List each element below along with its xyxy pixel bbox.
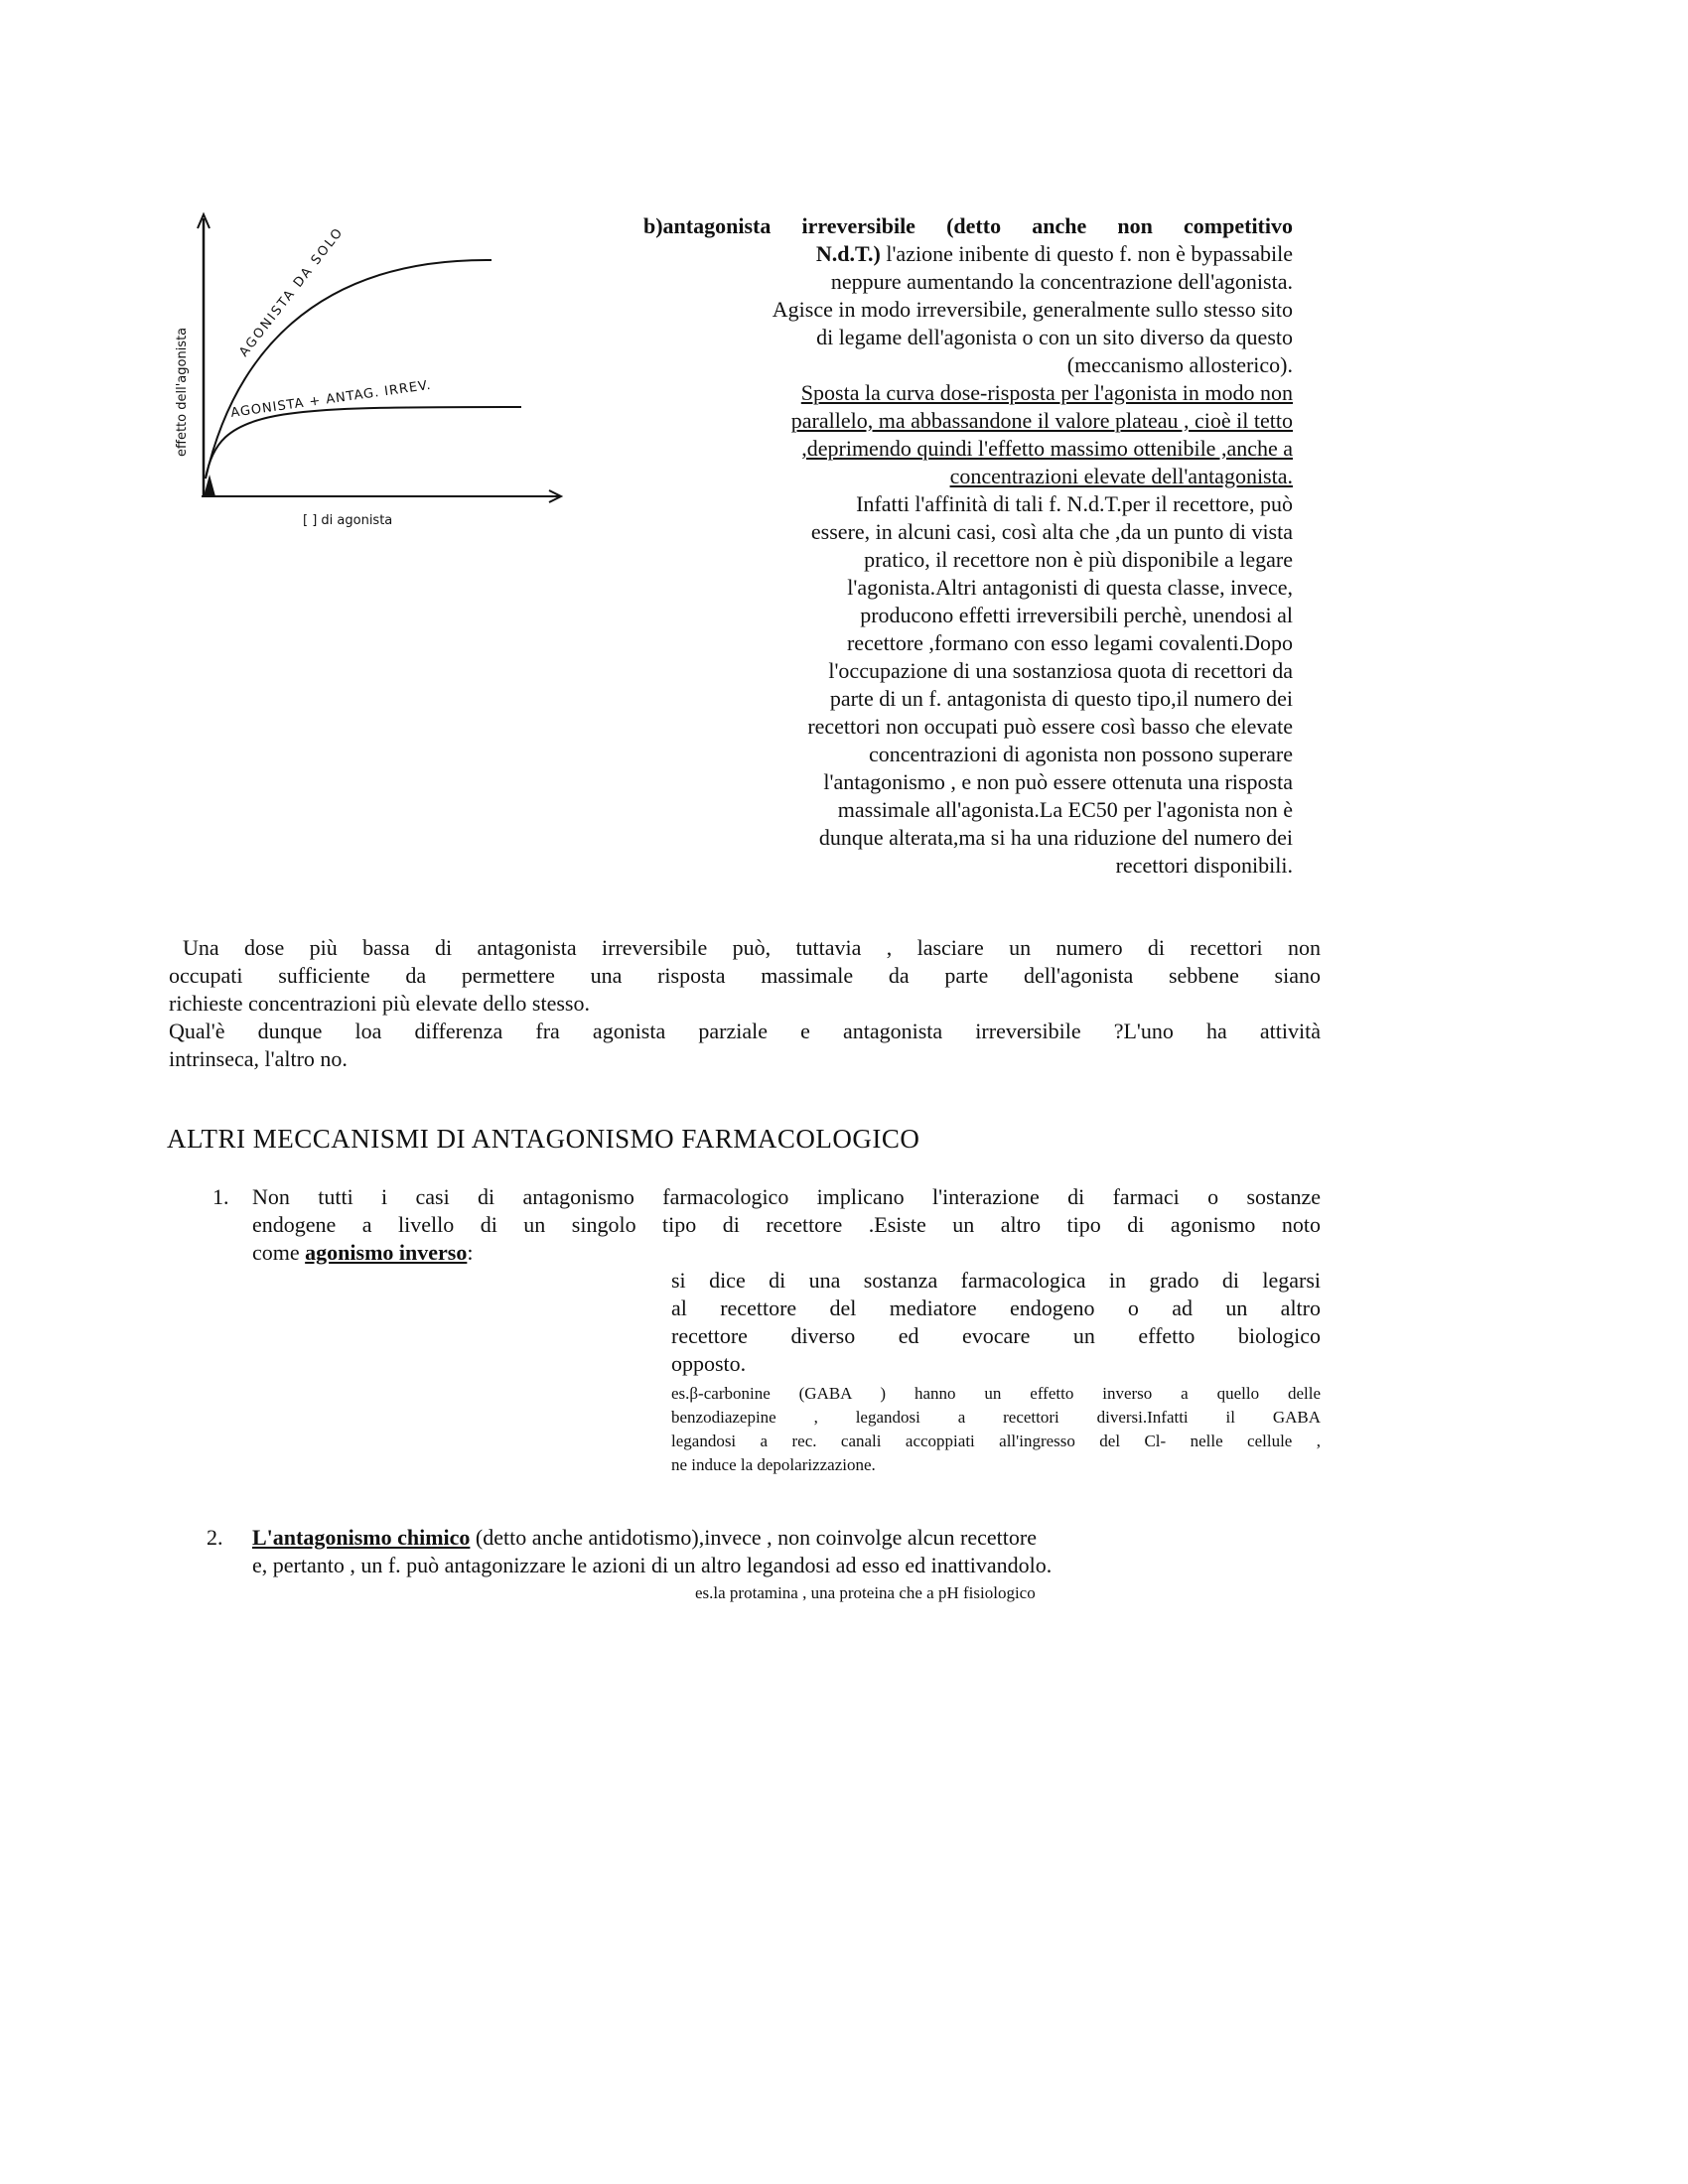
term-chemical-antagonism: L'antagonismo chimico [252, 1525, 471, 1550]
item1-line: endogene a livello di un singolo tipo di recettore .Esiste un altro tipo di agonismo noto [252, 1212, 1321, 1237]
section-b-underlined-line: Sposta la curva dose-risposta per l'agonista in modo non [800, 380, 1293, 405]
item2-line: e, pertanto , un f. può antagonizzare le azioni di un altro legandosi ad esso ed inattivandolo. [252, 1553, 1053, 1577]
item2-line1-rest: (detto anche antidotismo),invece , non coinvolge alcun recettore [475, 1525, 1037, 1550]
example-line: benzodiazepine , legandosi a recettori diversi.Infatti il GABA [671, 1408, 1321, 1427]
section-b-underlined-line: concentrazioni elevate dell'antagonista. [949, 464, 1293, 488]
section-b-line: parte di un f. antagonista di questo tipo,il numero dei [829, 686, 1293, 711]
section-b-line: di legame dell'agonista o con un sito diverso da questo [816, 325, 1293, 349]
section-b-ndt: N.d.T.) [815, 241, 881, 266]
paragraph-line: richieste concentrazioni più elevate dello stesso. [169, 991, 590, 1016]
example-line: es.β-carbonine (GABA ) hanno un effetto inverso a quello delle [671, 1384, 1321, 1403]
paragraph-line: intrinseca, l'altro no. [169, 1046, 348, 1071]
list-number: 1. [212, 1184, 229, 1209]
section-b-line [816, 240, 1293, 268]
paragraph-line: Qual'è dunque loa differenza fra agonista parziale e antagonista irreversibile ?L'uno ha attività [169, 1019, 1321, 1043]
section-b-underlined-line: parallelo, ma abbassandone il valore plateau , cioè il tetto [790, 408, 1293, 433]
definition-line: si dice di una sostanza farmacologica in grado di legarsi [671, 1268, 1321, 1293]
curve-label-agonist-alone: AGONISTA DA SOLO [236, 224, 348, 360]
x-axis-label: [ ] di agonista [303, 513, 393, 528]
section-b-line: l'agonista.Altri antagonisti di questa classe, invece, [847, 575, 1293, 600]
section-b-line: recettori non occupati può essere così basso che elevate [807, 714, 1293, 739]
curve-label-agonist-antagonist: AGONISTA + ANTAG. IRREV. [229, 377, 433, 421]
section-b-line: l'occupazione di una sostanziosa quota di recettori da [828, 658, 1293, 683]
dose-response-figure [164, 208, 581, 536]
item1-line: Non tutti i casi di antagonismo farmacologico implicano l'interazione di farmaci o sostanze [252, 1184, 1321, 1209]
paragraph-line: Una dose più bassa di antagonista irreversibile può, tuttavia , lasciare un numero di recettori non [183, 935, 1321, 960]
definition-line: al recettore del mediatore endogeno o ad un altro [671, 1296, 1321, 1320]
section-heading: ALTRI MECCANISMI DI ANTAGONISMO FARMACOLOGICO [167, 1124, 920, 1154]
section-b-line: (meccanismo allosterico). [1066, 352, 1293, 377]
agonist-alone-curve [206, 260, 492, 478]
paragraph-line: occupati sufficiente da permettere una risposta massimale da parte dell'agonista sebbene siano [169, 963, 1321, 988]
section-b-line: Infatti l'affinità di tali f. N.d.T.per il recettore, può [856, 491, 1293, 516]
item1-line3-suffix: : [467, 1240, 474, 1265]
section-b-line: dunque alterata,ma si ha una riduzione del numero dei [818, 825, 1293, 850]
section-b-line: essere, in alcuni casi, così alta che ,da un punto di vista [810, 519, 1293, 544]
item2-example: es.la protamina , una proteina che a pH fisiologico [695, 1583, 1036, 1602]
section-b-line-text: l'azione inibente di questo f. non è bypassabile [886, 241, 1293, 266]
section-b-title: b)antagonista irreversibile (detto anche non competitivo [643, 213, 1293, 238]
section-b-line: l'antagonismo , e non può essere ottenuta una risposta [823, 769, 1293, 794]
section-b-line: producono effetti irreversibili perchè, unendosi al [860, 603, 1293, 627]
section-b-line: concentrazioni di agonista non possono superare [868, 742, 1293, 766]
list-number: 2. [207, 1525, 223, 1550]
item2-line [252, 1524, 1037, 1552]
example-line: legandosi a rec. canali accoppiati all'ingresso del Cl- nelle cellule , [671, 1432, 1321, 1450]
item1-line3-prefix: come [252, 1240, 300, 1265]
section-b-line: massimale all'agonista.La EC50 per l'agonista non è [837, 797, 1293, 822]
section-b-line: Agisce in modo irreversibile, generalmente sullo stesso sito [772, 297, 1293, 322]
example-line: ne induce la depolarizzazione. [671, 1455, 876, 1474]
section-b-line: neppure aumentando la concentrazione dell'agonista. [830, 269, 1293, 294]
section-b-underlined-line: ,deprimendo quindi l'effetto massimo ottenibile ,anche a [801, 436, 1293, 461]
section-b-line: pratico, il recettore non è più disponibile a legare [864, 547, 1293, 572]
definition-line: opposto. [671, 1351, 747, 1376]
section-b-line: recettori disponibili. [1115, 853, 1293, 878]
item1-line [252, 1239, 473, 1267]
y-axis-label: effetto dell'agonista [175, 327, 190, 457]
definition-line: recettore diverso ed evocare un effetto biologico [671, 1323, 1321, 1348]
term-inverse-agonism: agonismo inverso [305, 1240, 468, 1265]
section-b-line: recettore ,formano con esso legami covalenti.Dopo [846, 630, 1293, 655]
